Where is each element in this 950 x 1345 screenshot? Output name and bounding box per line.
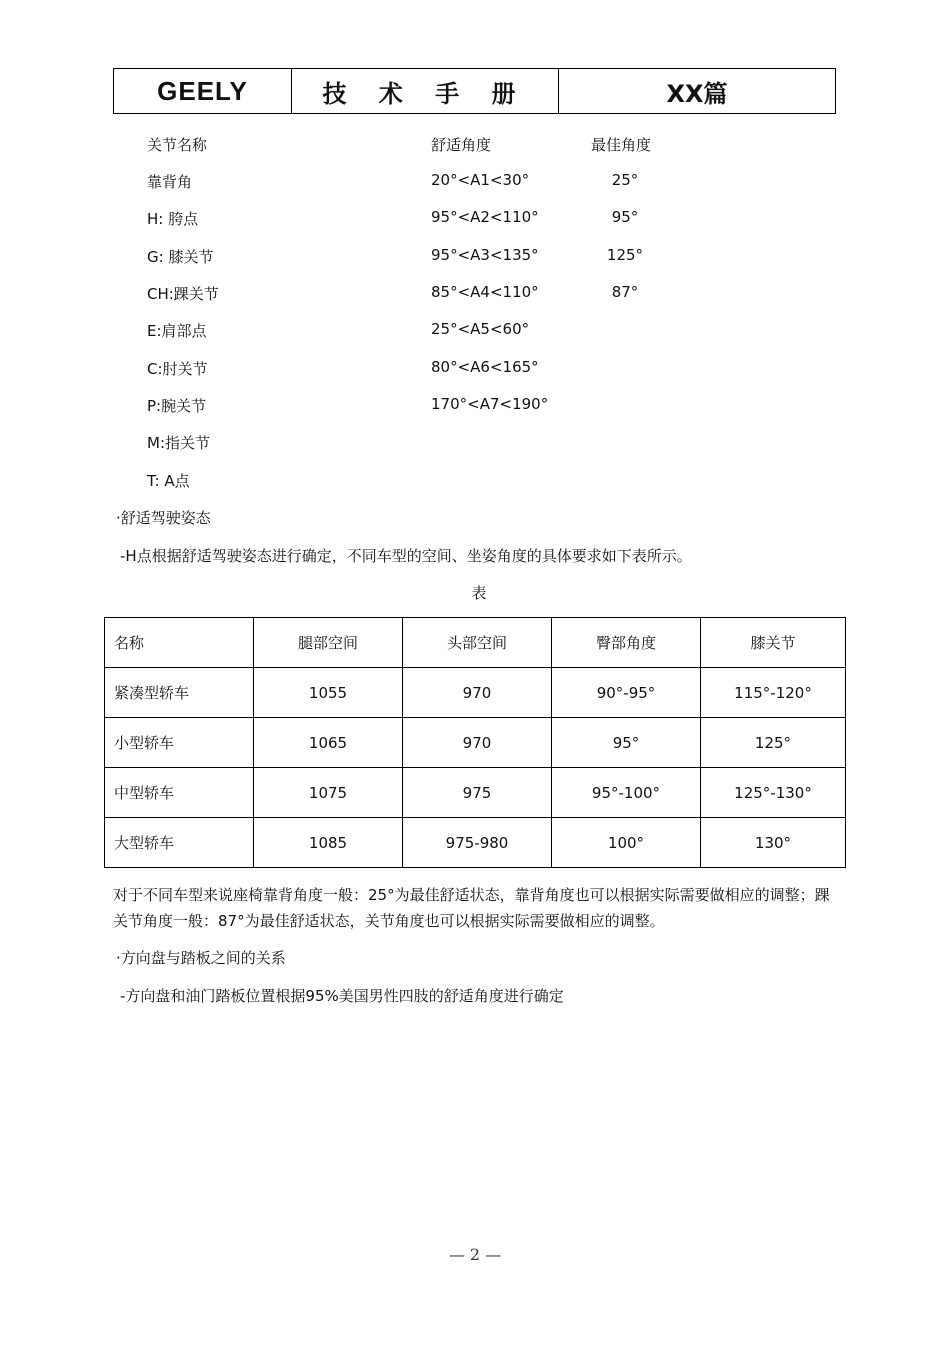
- table-cell: 90°-95°: [552, 668, 701, 718]
- table-cell: 100°: [552, 818, 701, 868]
- table-row: [105, 718, 846, 768]
- table-cell: 125°: [701, 718, 846, 768]
- comfort-angle: 170°<A7<190°: [431, 395, 549, 413]
- comfort-angle: 25°<A5<60°: [431, 320, 530, 338]
- best-angle: 87°: [611, 283, 639, 301]
- best-angle-header: 最佳角度: [591, 136, 652, 154]
- table-cell: 970: [403, 718, 552, 768]
- comfort-angle: 80°<A6<165°: [431, 358, 539, 376]
- manual-title: 技 术 手 册: [291, 69, 558, 113]
- table-cell: 130°: [701, 818, 846, 868]
- table-cell: 95°-100°: [552, 768, 701, 818]
- best-angle: 95°: [611, 208, 639, 226]
- comfort-angle: 85°<A4<110°: [431, 283, 539, 301]
- table-row: [105, 668, 846, 718]
- joint-name: 靠背角: [147, 173, 193, 191]
- table-cell: 1065: [254, 718, 403, 768]
- joint-name: CH:踝关节: [147, 285, 219, 303]
- steering-description: -方向盘和油门踏板位置根据95%美国男性四肢的舒适角度进行确定: [120, 987, 564, 1005]
- table-cell: 1055: [254, 668, 403, 718]
- table-cell: 95°: [552, 718, 701, 768]
- column-header: 名称: [105, 618, 254, 668]
- table-cell: 1075: [254, 768, 403, 818]
- best-angle: 25°: [611, 171, 639, 189]
- joint-name: E:肩部点: [147, 322, 207, 340]
- column-header: 头部空间: [403, 618, 552, 668]
- column-header: 膝关节: [701, 618, 846, 668]
- posture-description: -H点根据舒适驾驶姿态进行确定，不同车型的空间、坐姿角度的具体要求如下表所示。: [120, 547, 692, 565]
- posture-heading: ·舒适驾驶姿态: [116, 509, 211, 527]
- joint-name: T: A点: [147, 472, 190, 490]
- table-header-row: [105, 618, 846, 668]
- table-cell: 紧凑型轿车: [105, 668, 254, 718]
- table-cell: 125°-130°: [701, 768, 846, 818]
- steering-heading: ·方向盘与踏板之间的关系: [116, 949, 286, 967]
- joint-name: M:指关节: [147, 434, 210, 452]
- table-cell: 中型轿车: [105, 768, 254, 818]
- vehicle-spec-table: [104, 617, 846, 868]
- comfort-angle: 20°<A1<30°: [431, 171, 530, 189]
- joint-name: H: 胯点: [147, 210, 199, 228]
- page-number: — 2 —: [448, 1245, 502, 1264]
- section-name: XX篇: [558, 69, 835, 113]
- joint-name: G: 膝关节: [147, 248, 214, 266]
- table-cell: 大型轿车: [105, 818, 254, 868]
- column-header: 腿部空间: [254, 618, 403, 668]
- table-cell: 975: [403, 768, 552, 818]
- joint-name: P:腕关节: [147, 397, 207, 415]
- table-cell: 970: [403, 668, 552, 718]
- comfort-angle: 95°<A2<110°: [431, 208, 539, 226]
- comfort-angle: 95°<A3<135°: [431, 246, 539, 264]
- comfort-angle-header: 舒适角度: [431, 136, 492, 154]
- brand-name: GEELY: [157, 75, 248, 106]
- document-header: [113, 68, 836, 114]
- joint-name: C:肘关节: [147, 360, 208, 378]
- angle-note-paragraph: 对于不同车型来说座椅靠背角度一般：25°为最佳舒适状态，靠背角度也可以根据实际需要做相应的调整；踝关节角度一般：87°为最佳舒适状态，关节角度也可以根据实际需要做相应的调整。: [113, 886, 830, 930]
- column-header: 臀部角度: [552, 618, 701, 668]
- joint-name-header: 关节名称: [147, 136, 208, 154]
- table-cell: 975-980: [403, 818, 552, 868]
- table-cell: 1085: [254, 818, 403, 868]
- table-cell: 小型轿车: [105, 718, 254, 768]
- table-row: [105, 818, 846, 868]
- table-row: [105, 768, 846, 818]
- table-caption: 表: [471, 584, 487, 602]
- table-cell: 115°-120°: [701, 668, 846, 718]
- best-angle: 125°: [606, 246, 644, 264]
